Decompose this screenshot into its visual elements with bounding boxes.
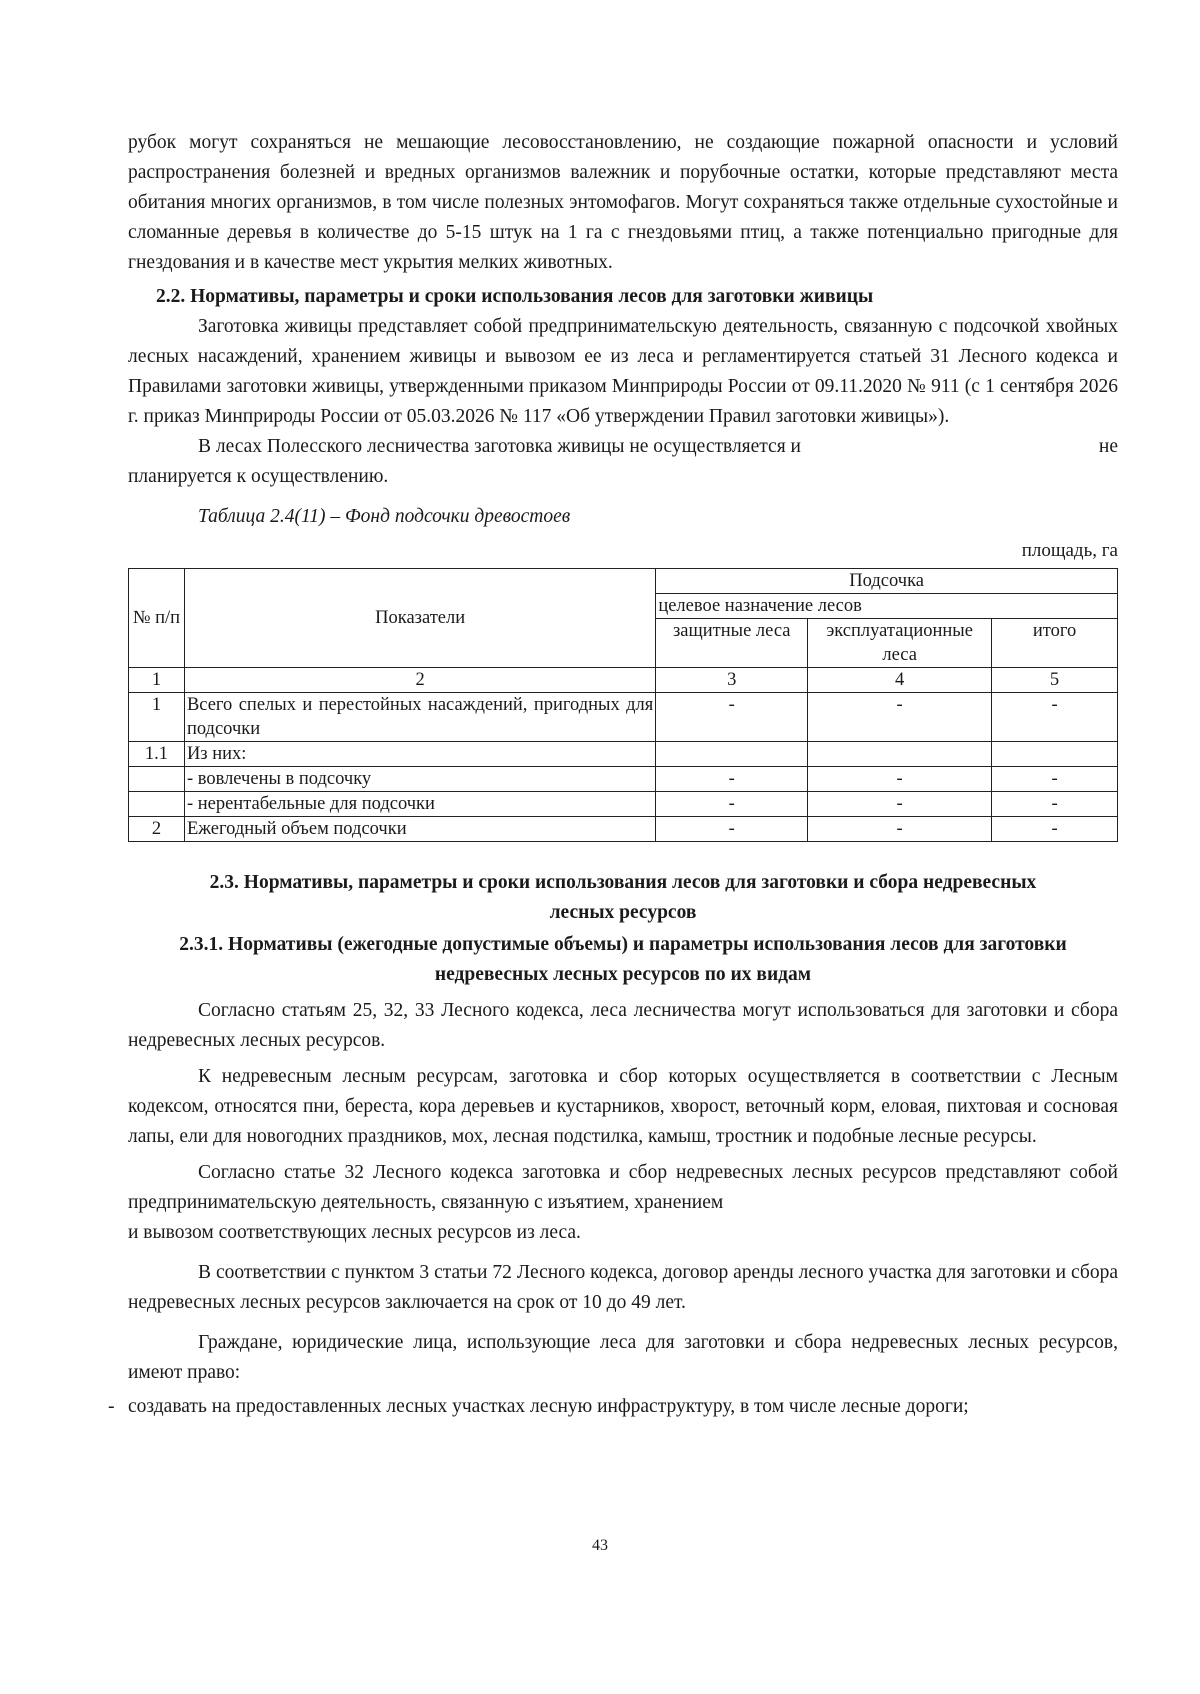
row-value-exploitation: -	[808, 792, 992, 817]
row-num: 2	[129, 817, 185, 842]
paragraph-resin-status-line	[128, 432, 1118, 462]
colnum-1: 1	[129, 668, 185, 693]
row-name: - вовлечены в подсочку	[184, 767, 655, 792]
row-num	[129, 767, 185, 792]
article-32-text: Согласно статье 32 Лесного кодекса заготовка и сбор недревесных лесных ресурсов представляют собой предпринимательскую деятельность, связанную с изъятием, хранением	[128, 1162, 1118, 1213]
colnum-3: 3	[656, 668, 808, 693]
header-indicators: Показатели	[184, 569, 655, 668]
table-row	[129, 742, 1118, 767]
row-value-protective: -	[656, 693, 808, 742]
row-value-exploitation: -	[808, 767, 992, 792]
header-protective: защитные леса	[656, 619, 808, 668]
header-num: № п/п	[129, 569, 185, 668]
bullet-dash: -	[108, 1396, 115, 1417]
table-unit: площадь, га	[1021, 540, 1118, 561]
table-row	[129, 767, 1118, 792]
row-name: Из них:	[184, 742, 655, 767]
row-value-total: -	[992, 693, 1118, 742]
row-name: Ежегодный объем подсочки	[184, 817, 655, 842]
table-row	[129, 693, 1118, 742]
row-value-exploitation: -	[808, 817, 992, 842]
row-name: - нерентабельные для подсочки	[184, 792, 655, 817]
section-heading-2-3: 2.3. Нормативы, параметры и сроки использования лесов для заготовки и сбора недревесных лесных ресурсов	[209, 872, 1037, 923]
page-number: 43	[592, 1537, 608, 1554]
colnum-2: 2	[184, 668, 655, 693]
paragraph-rights: Граждане, юридические лица, использующие леса для заготовки и сбора недревесных лесных ресурсов, имеют право:	[128, 1332, 1118, 1383]
table-row	[129, 817, 1118, 842]
paragraph-article-32	[128, 1158, 1118, 1218]
row-num	[129, 792, 185, 817]
header-total: итого	[992, 619, 1118, 668]
row-value-protective: -	[656, 817, 808, 842]
header-tapping: Подсочка	[656, 569, 1118, 594]
paragraph-resin-definition: Заготовка живицы представляет собой предпринимательскую деятельность, связанную с подсочкой хвойных лесных насаждений, хранением живицы и вывозом ее из леса и регламентируется статьей 31 Лесного кодекса и Правилами заготовки живицы, утвержденными приказом Минприроды России от 09.11.2020 № 911 (с 1 сентября 2026 г. приказ Минприроды России от 05.03.2026 № 117 «Об утверждении Правил заготовки живицы»).	[128, 316, 1118, 427]
table-caption: Таблица 2.4(11) – Фонд подсочки древостоев	[198, 506, 571, 527]
row-value-protective	[656, 742, 808, 767]
list-item	[108, 1392, 1118, 1422]
table-row	[129, 792, 1118, 817]
header-exploitation: эксплуатационные леса	[808, 619, 992, 668]
row-name: Всего спелых и перестойных насаждений, пригодных для подсочки	[184, 693, 655, 742]
list-item-text: создавать на предоставленных лесных участках лесную инфраструктуру, в том числе лесные дороги;	[128, 1396, 969, 1417]
row-value-total: -	[992, 792, 1118, 817]
page-content	[108, 128, 1118, 1422]
section-heading-2-3-1: 2.3.1. Нормативы (ежегодные допустимые объемы) и параметры использования лесов для заготовки недревесных лесных ресурсов по их видам	[179, 934, 1067, 985]
colnum-4: 4	[808, 668, 992, 693]
paragraph-resources-list: К недревесным лесным ресурсам, заготовка и сбор которых осуществляется в соответствии с Лесным кодексом, относятся пни, береста, кора деревьев и кустарников, хворост, веточный корм, еловая, пихтовая и сосновая лапы, ели для новогодних праздников, мох, лесная подстилка, камыш, тростник и подобные лесные ресурсы.	[128, 1066, 1118, 1147]
row-value-exploitation	[808, 742, 992, 767]
resin-status-text: В лесах Полесского лесничества заготовка живицы не осуществляется и	[198, 436, 801, 457]
article-32-continuation: и вывозом соответствующих лесных ресурсов из леса.	[128, 1222, 581, 1243]
section-heading-2-2: 2.2. Нормативы, параметры и сроки использования лесов для заготовки живицы	[156, 286, 874, 307]
resin-status-continuation: планируется к осуществлению.	[128, 466, 389, 487]
header-forest-purpose: целевое назначение лесов	[656, 594, 1118, 619]
paragraph-legal-basis: Согласно статьям 25, 32, 33 Лесного кодекса, леса лесничества могут использоваться для заготовки и сбора недревесных лесных ресурсов.	[128, 1000, 1118, 1051]
resin-status-tail: не	[1098, 436, 1118, 457]
row-value-total: -	[992, 767, 1118, 792]
row-num: 1	[129, 693, 185, 742]
row-value-total: -	[992, 817, 1118, 842]
paragraph-lease-term: В соответствии с пунктом 3 статьи 72 Лесного кодекса, договор аренды лесного участка для заготовки и сбора недревесных лесных ресурсов заключается на срок от 10 до 49 лет.	[128, 1262, 1118, 1313]
row-num: 1.1	[129, 742, 185, 767]
row-value-total	[992, 742, 1118, 767]
colnum-5: 5	[992, 668, 1118, 693]
row-value-protective: -	[656, 792, 808, 817]
paragraph-continuation: рубок могут сохраняться не мешающие лесовосстановлению, не создающие пожарной опасности и условий распространения болезней и вредных организмов валежник и порубочные остатки, которые представляют места обитания многих организмов, в том числе полезных энтомофагов. Могут сохраняться также отдельные сухостойные и сломанные деревья в количестве до 5-15 штук на 1 га с гнездовьями птиц, а также потенциально пригодные для гнездования и в качестве мест укрытия мелких животных.	[128, 132, 1118, 273]
tapping-fund-table	[128, 568, 1118, 842]
row-value-protective: -	[656, 767, 808, 792]
row-value-exploitation: -	[808, 693, 992, 742]
